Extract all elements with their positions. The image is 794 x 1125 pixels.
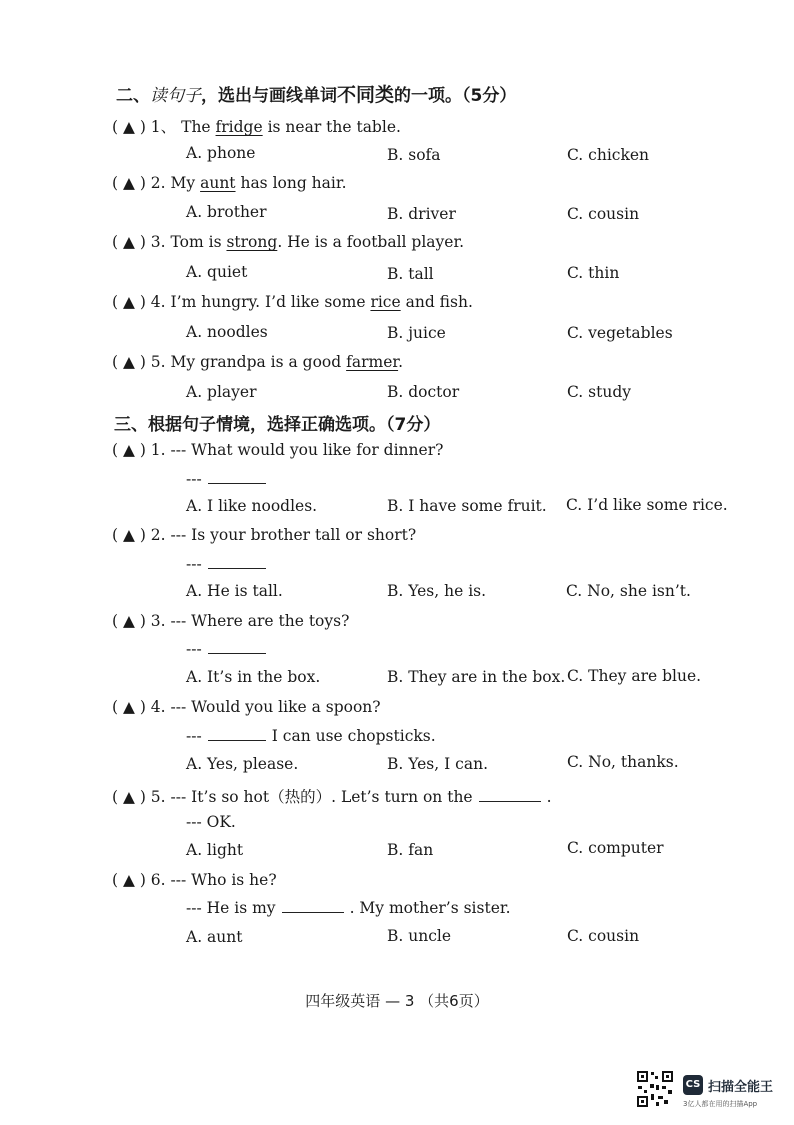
option-c: C. cousin <box>567 205 640 223</box>
section-2-handwritten: 读句子 <box>150 86 201 106</box>
answer-blank <box>208 652 266 654</box>
page-footer: 四年级英语 — 3 （共6页） <box>305 992 489 1010</box>
option-c: C. I’d like some rice. <box>566 496 728 514</box>
s3-q4-answer-line <box>186 727 436 745</box>
s3-q1-answer-line <box>186 470 272 488</box>
dialogue-dash: --- <box>186 470 202 488</box>
question-marker: ( ▲ ) 4. <box>112 698 166 716</box>
dialogue-line: . My mother’s sister. <box>349 899 511 917</box>
sentence-text: My <box>170 174 201 192</box>
option-a: A. brother <box>186 203 267 221</box>
option-c: C. computer <box>567 839 664 857</box>
dialogue-line: --- He is my <box>186 899 276 917</box>
answer-blank <box>282 911 344 913</box>
question-marker: ( ▲ ) 3. <box>112 233 166 251</box>
dialogue-punct: . <box>546 788 552 806</box>
section-2-title-text: ，选出与画线单词 <box>201 86 337 106</box>
question-marker: ( ▲ ) 5. <box>112 353 166 371</box>
sentence-text: has long hair. <box>235 174 347 192</box>
sentence-text: and fish. <box>400 293 473 311</box>
underlined-word: rice <box>370 293 401 311</box>
s2-q1 <box>112 115 401 137</box>
option-c: C. cousin <box>567 927 640 945</box>
question-marker: ( ▲ ) 2. <box>112 526 166 544</box>
s3-q5-line2: --- OK. <box>186 813 236 831</box>
answer-blank <box>208 739 266 741</box>
section-3-title: 三、根据句子情境，选择正确选项。（7分） <box>114 415 441 435</box>
s2-q4 <box>112 293 473 311</box>
s3-q2-answer-line <box>186 555 272 573</box>
dialogue-line: --- What would you like for dinner? <box>170 441 444 459</box>
qr-code-icon <box>636 1070 674 1108</box>
underlined-word: aunt <box>200 174 236 192</box>
s3-q2 <box>112 526 416 544</box>
option-a: A. Yes, please. <box>186 755 299 773</box>
option-c: C. vegetables <box>567 324 673 342</box>
sentence-text: . He is a football player. <box>277 233 465 251</box>
question-marker: ( ▲ ) 6. <box>112 871 166 889</box>
question-marker: ( ▲ ) 5. <box>112 788 166 806</box>
sentence-text: . <box>398 353 404 371</box>
option-c: C. No, she isn’t. <box>566 582 691 600</box>
s3-q3-answer-line <box>186 640 272 658</box>
option-a: A. He is tall. <box>186 582 283 600</box>
answer-blank <box>208 482 266 484</box>
scanner-tagline: 3亿人都在用的扫描App <box>683 1100 758 1108</box>
dialogue-dash: --- <box>186 640 202 658</box>
question-marker: ( ▲ ) 4. <box>112 293 166 311</box>
sentence-text: is near the table. <box>262 118 401 136</box>
section-2-emphasis: 不同类 <box>337 84 395 106</box>
dialogue-line: I can use chopsticks. <box>271 727 436 745</box>
option-a: A. It’s in the box. <box>186 668 321 686</box>
s2-q2 <box>112 174 347 192</box>
section-2-points: 的一项。（5分） <box>394 86 517 106</box>
underlined-word: fridge <box>215 118 263 136</box>
question-marker: ( ▲ ) 1. <box>112 441 166 459</box>
dialogue-dash: --- <box>186 727 202 745</box>
sentence-text: Tom is <box>170 233 227 251</box>
option-a: A. I like noodles. <box>186 497 318 515</box>
s3-q1 <box>112 441 443 459</box>
s2-q5 <box>112 353 403 371</box>
option-b: B. tall <box>387 265 434 283</box>
section-2-title <box>116 80 516 107</box>
option-a: A. quiet <box>186 263 248 281</box>
dialogue-line: --- Would you like a spoon? <box>170 698 381 716</box>
option-c: C. thin <box>567 264 620 282</box>
option-c: C. They are blue. <box>567 667 702 685</box>
dialogue-line: --- Where are the toys? <box>170 612 350 630</box>
option-b: B. Yes, he is. <box>387 582 487 600</box>
option-c: C. No, thanks. <box>567 753 679 771</box>
option-b: B. fan <box>387 841 434 859</box>
question-marker: ( ▲ ) 1、 <box>112 118 177 136</box>
option-b: B. They are in the box. <box>387 668 566 686</box>
dialogue-line: --- It’s so hot（热的）. Let’s turn on the <box>170 788 473 806</box>
question-marker: ( ▲ ) 2. <box>112 174 166 192</box>
dialogue-line: --- Is your brother tall or short? <box>170 526 417 544</box>
dialogue-line: --- Who is he? <box>170 871 277 889</box>
option-b: B. uncle <box>387 927 452 945</box>
option-a: A. light <box>186 841 244 859</box>
question-marker: ( ▲ ) 3. <box>112 612 166 630</box>
option-c: C. chicken <box>567 146 650 164</box>
camscanner-logo-icon: CS <box>683 1075 703 1095</box>
option-a: A. player <box>186 383 257 401</box>
sentence-text: The <box>181 118 216 136</box>
underlined-word: strong <box>226 233 278 251</box>
option-b: B. Yes, I can. <box>387 755 488 773</box>
s3-q3 <box>112 612 349 630</box>
option-a: A. noodles <box>186 323 268 341</box>
s2-q3 <box>112 233 464 251</box>
sentence-text: I’m hungry. I’d like some <box>170 293 371 311</box>
answer-blank <box>208 567 266 569</box>
s3-q5 <box>112 785 552 807</box>
sentence-text: My grandpa is a good <box>170 353 347 371</box>
dialogue-dash: --- <box>186 555 202 573</box>
option-a: A. aunt <box>186 928 243 946</box>
answer-blank <box>479 800 541 802</box>
s3-q6-answer-line <box>186 899 511 917</box>
scanner-app-name: 扫描全能王 <box>708 1080 774 1095</box>
option-b: B. I have some fruit. <box>387 497 547 515</box>
option-a: A. phone <box>186 144 256 162</box>
option-b: B. sofa <box>387 146 441 164</box>
option-b: B. juice <box>387 324 446 342</box>
section-2-number: 二、 <box>116 86 150 106</box>
option-b: B. driver <box>387 205 456 223</box>
option-c: C. study <box>567 383 632 401</box>
underlined-word: farmer <box>346 353 399 371</box>
option-b: B. doctor <box>387 383 460 401</box>
s3-q4 <box>112 698 381 716</box>
s3-q6 <box>112 871 277 889</box>
